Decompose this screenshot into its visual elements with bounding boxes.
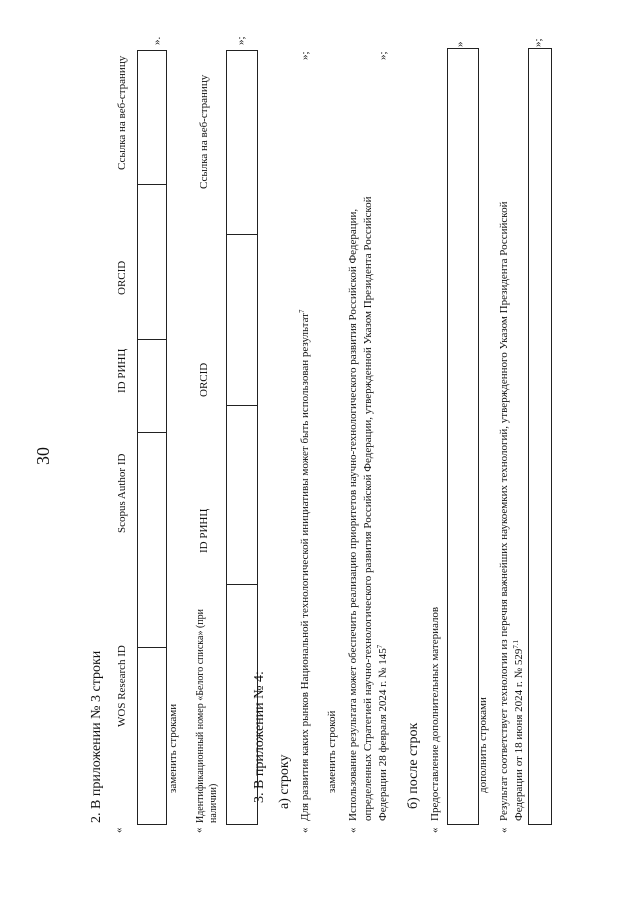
section2-heading: 2. В приложении № 3 строки xyxy=(89,650,104,823)
a-paragraph-line3: Федерации 28 февраля 2024 г. № $145^7$ xyxy=(376,644,389,821)
b-add-label: дополнить строками xyxy=(477,697,489,793)
open-quote: « xyxy=(113,827,125,833)
table2-header-web: Ссылка на веб-страницу xyxy=(198,74,210,189)
a-line: Для развития каких рынков Национальной технологической инициативы может быть использован результат$^7$ xyxy=(298,309,311,821)
close-quote: »; xyxy=(299,51,311,60)
open-quote: « xyxy=(299,827,311,833)
close-quote: »; xyxy=(377,51,389,60)
table1-cell xyxy=(138,51,167,185)
page-number: 30 xyxy=(33,447,53,465)
table1-header-orcid: ORCID xyxy=(116,260,128,295)
table1-header-wos: WOS Research ID xyxy=(116,645,128,727)
close-quote: ». xyxy=(151,36,163,45)
a-paragraph-line1: Использование результата может обеспечить реализацию приоритетов научно-технологического развития Российской Федерации, xyxy=(347,208,359,821)
section3-heading: 3. В приложении № 4: xyxy=(252,671,267,803)
table1-header-rinc: ID РИНЦ xyxy=(116,348,128,393)
table2-cell xyxy=(227,406,258,585)
replace-label: заменить строками xyxy=(167,703,179,793)
table1-cell xyxy=(138,185,167,340)
table1-cell xyxy=(138,648,167,825)
subsection-a-label: а) строку xyxy=(277,754,292,809)
b-paragraph-line1: Результат соответствует технологии из перечня важнейших наукоемких технологий, утвержденного Указом Президента Российской xyxy=(498,201,510,821)
table1-header-web: Ссылка на веб-страницу xyxy=(116,55,128,170)
table2-cell xyxy=(227,51,258,235)
open-quote: « xyxy=(498,827,510,833)
open-quote: « xyxy=(429,827,441,833)
table1-cell xyxy=(138,340,167,433)
table2-cell xyxy=(227,235,258,406)
table1-cell xyxy=(138,433,167,648)
b-paragraph-line2: Федерации от 18 июня 2024 г. № $529^{7.1}$ xyxy=(512,639,525,821)
open-quote: « xyxy=(193,827,205,833)
a-paragraph-line2: определенных Стратегией научно-технологического развития Российской Федерации, утвержденной Указом Президента Российской xyxy=(362,196,374,821)
b-empty-row xyxy=(447,48,479,825)
table2-header-rinc: ID РИНЦ xyxy=(198,508,210,553)
table1-header-scopus: Scopus Author ID xyxy=(116,453,128,533)
open-quote: « xyxy=(347,827,359,833)
b-line: Предоставление дополнительных материалов xyxy=(429,606,441,821)
close-quote: »; xyxy=(235,36,247,45)
table2-header-whitelist: Идентификационный номер «Белого списка» (при наличии) xyxy=(195,609,219,823)
table2-header-orcid: ORCID xyxy=(198,362,210,397)
b-empty-row-2 xyxy=(528,48,552,825)
subsection-b-label: б) после строк xyxy=(406,722,421,809)
a-replace-label: заменить строкой xyxy=(326,710,338,793)
table1-empty-row xyxy=(137,50,167,825)
close-quote: »; xyxy=(532,38,544,47)
close-quote: » xyxy=(454,41,466,47)
